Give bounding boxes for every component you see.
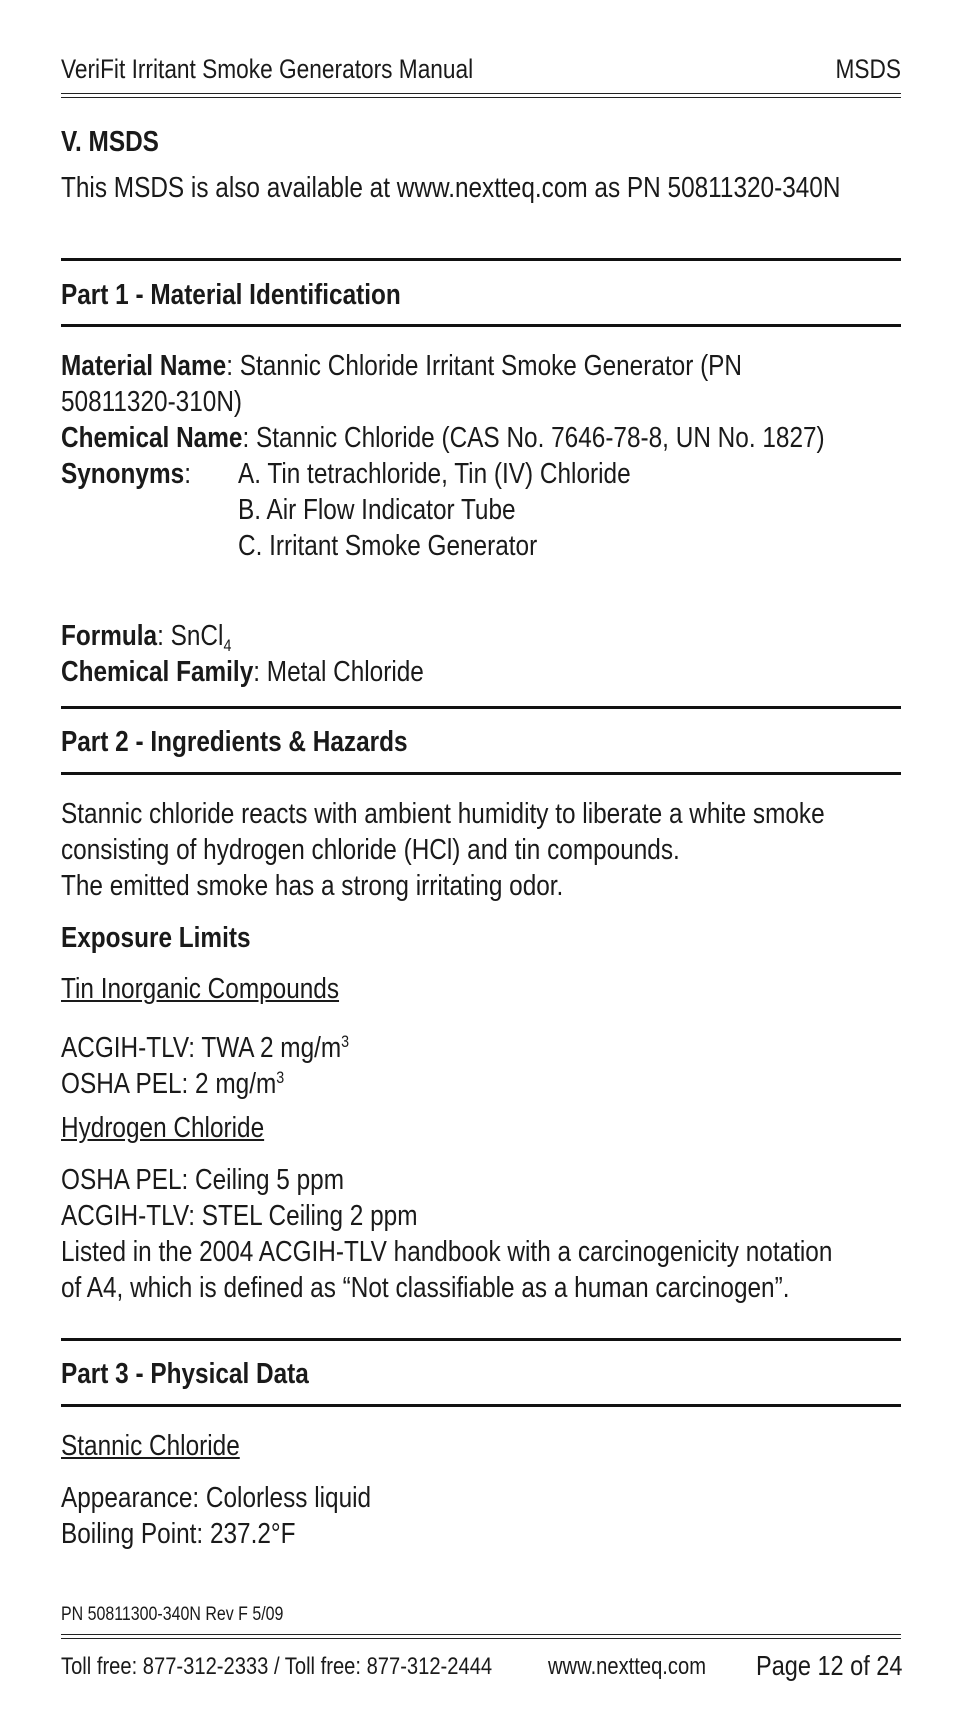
section-heading: V. MSDS: [61, 126, 159, 158]
footer-page-number: Page 12 of 24: [756, 1650, 903, 1681]
part2-bottom-rule: [61, 772, 901, 775]
hcl-line-1: OSHA PEL: Ceiling 5 ppm: [61, 1164, 344, 1196]
intro-text: This MSDS is also available at www.nextteq.com as PN 50811320-340N: [61, 172, 841, 204]
running-header: [61, 54, 901, 88]
synonym-c: C. Irritant Smoke Generator: [238, 530, 538, 562]
hcl-heading: Hydrogen Chloride: [61, 1112, 265, 1144]
synonym-a: A. Tin tetrachloride, Tin (IV) Chloride: [238, 458, 631, 490]
header-title: VeriFit Irritant Smoke Generators Manual: [61, 54, 474, 84]
formula-line: Formula: SnCl$_4$: [61, 620, 232, 655]
tin-heading: Tin Inorganic Compounds: [61, 973, 340, 1005]
hcl-line-4: of A4, which is defined as “Not classifiable as a human carcinogen”.: [61, 1272, 790, 1304]
material-name-line: Material Name: Stannic Chloride Irritant Smoke Generator (PN: [61, 350, 743, 382]
part1-bottom-rule: [61, 324, 901, 327]
chemical-name-line: Chemical Name: Stannic Chloride (CAS No. 7646-78-8, UN No. 1827): [61, 422, 825, 454]
part2-para-2: consisting of hydrogen chloride (HCl) and tin compounds.: [61, 834, 680, 866]
stannic-heading: Stannic Chloride: [61, 1430, 240, 1462]
chemical-family-line: Chemical Family: Metal Chloride: [61, 656, 424, 688]
footer-double-rule: [61, 1634, 901, 1639]
part3-top-rule: [61, 1338, 901, 1341]
footer-pn: PN 50811300-340N Rev F 5/09: [61, 1604, 284, 1625]
synonyms-label: Synonyms:: [61, 458, 191, 490]
exposure-heading: Exposure Limits: [61, 922, 251, 954]
boiling-point-line: Boiling Point: 237.2°F: [61, 1518, 296, 1550]
part2-heading: Part 2 - Ingredients & Hazards: [61, 726, 408, 758]
part2-top-rule: [61, 706, 901, 709]
footer-phones: Toll free: 877-312-2333 / Toll free: 877-312-2444: [61, 1653, 493, 1680]
hcl-line-2: ACGIH-TLV: STEL Ceiling 2 ppm: [61, 1200, 418, 1232]
header-section: MSDS: [835, 54, 901, 84]
part3-bottom-rule: [61, 1404, 901, 1407]
part2-para-3: The emitted smoke has a strong irritating odor.: [61, 870, 564, 902]
part1-heading: Part 1 - Material Identification: [61, 279, 401, 311]
synonym-b: B. Air Flow Indicator Tube: [238, 494, 516, 526]
footer-website[interactable]: www.nextteq.com: [548, 1653, 706, 1680]
part3-heading: Part 3 - Physical Data: [61, 1358, 309, 1390]
hcl-line-3: Listed in the 2004 ACGIH-TLV handbook with a carcinogenicity notation: [61, 1236, 833, 1268]
header-double-rule: [61, 93, 901, 98]
part1-top-rule: [61, 258, 901, 261]
tin-tlv: ACGIH-TLV: TWA 2 $mg/m^3$: [61, 1032, 350, 1064]
part2-para-1: Stannic chloride reacts with ambient humidity to liberate a white smoke: [61, 798, 825, 830]
tin-pel: OSHA PEL: 2 $mg/m^3$: [61, 1068, 285, 1100]
material-name-cont: 50811320-310N): [61, 386, 243, 418]
appearance-line: Appearance: Colorless liquid: [61, 1482, 372, 1514]
